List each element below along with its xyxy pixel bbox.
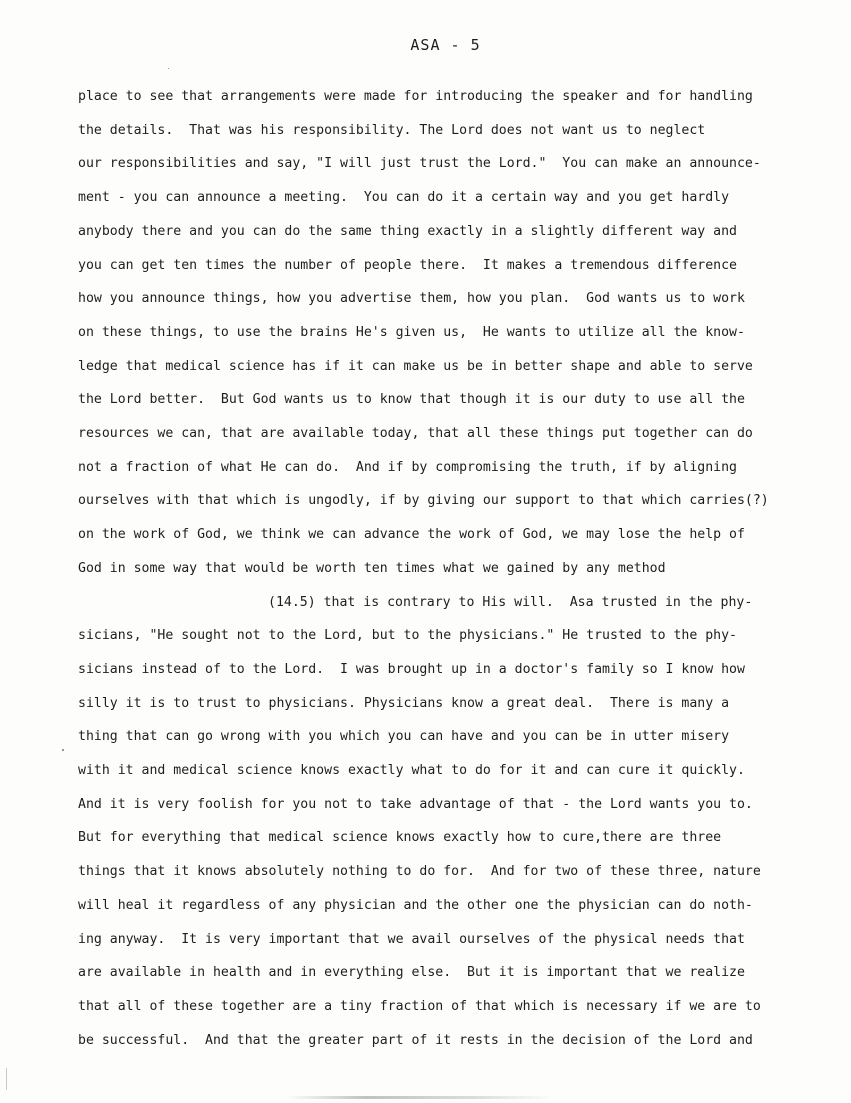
- text-line: are available in health and in everything else. But it is important that we realize: [78, 965, 745, 981]
- page-header: ASA - 5: [410, 36, 481, 54]
- text-line: And it is very foolish for you not to take advantage of that - the Lord wants you to.: [78, 796, 753, 812]
- text-line: sicians instead of to the Lord. I was brought up in a doctor's family so I know how: [78, 661, 745, 677]
- text-line: (14.5) that is contrary to His will. Asa trusted in the phy-: [268, 594, 753, 610]
- text-line: the details. That was his responsibility. The Lord does not want us to neglect: [78, 122, 706, 138]
- text-line: anybody there and you can do the same thing exactly in a slightly different way and: [78, 223, 737, 239]
- text-line: you can get ten times the number of people there. It makes a tremendous difference: [78, 257, 737, 273]
- text-line: how you announce things, how you advertise them, how you plan. God wants us to work: [78, 291, 745, 307]
- scan-bottom-smudge: [285, 1096, 555, 1099]
- text-line: not a fraction of what He can do. And if by compromising the truth, if by aligning: [78, 459, 737, 475]
- text-line: resources we can, that are available today, that all these things put together can do: [78, 426, 753, 441]
- text-line: things that it knows absolutely nothing to do for. And for two of these three, nature: [78, 864, 761, 880]
- text-line: place to see that arrangements were made for introducing the speaker and for handling: [78, 89, 753, 104]
- scan-margin-mark: [6, 1068, 7, 1090]
- scan-speck: [62, 749, 64, 751]
- text-line: ing anyway. It is very important that we avail ourselves of the physical needs that: [78, 931, 745, 947]
- text-line: on these things, to use the brains He's given us, He wants to utilize all the know-: [78, 324, 745, 340]
- text-line: God in some way that would be worth ten times what we gained by any method: [78, 560, 666, 576]
- text-line: that all of these together are a tiny fraction of that which is necessary if we are to: [78, 998, 761, 1014]
- text-line: ment - you can announce a meeting. You can do it a certain way and you get hardly: [78, 190, 730, 206]
- text-line: our responsibilities and say, "I will just trust the Lord." You can make an announce-: [78, 156, 761, 172]
- text-line: the Lord better. But God wants us to know that though it is our duty to use all the: [78, 392, 745, 408]
- text-line: silly it is to trust to physicians. Physicians know a great deal. There is many a: [78, 695, 730, 711]
- text-line: on the work of God, we think we can advance the work of God, we may lose the help of: [78, 527, 745, 543]
- text-line: with it and medical science knows exactly what to do for it and can cure it quickly.: [78, 763, 745, 778]
- text-line: sicians, "He sought not to the Lord, but to the physicians." He trusted to the phy-: [78, 628, 737, 644]
- text-line: ourselves with that which is ungodly, if by giving our support to that which carries(?): [78, 493, 769, 509]
- scan-speck: [168, 68, 169, 69]
- text-line: thing that can go wrong with you which you can have and you can be in utter misery: [78, 729, 730, 745]
- text-line: ledge that medical science has if it can make us be in better shape and able to serve: [78, 358, 753, 374]
- text-line: be successful. And that the greater part of it rests in the decision of the Lord and: [78, 1032, 753, 1048]
- text-line: will heal it regardless of any physician and the other one the physician can do noth-: [78, 897, 753, 913]
- text-line: But for everything that medical science knows exactly how to cure,there are three: [78, 830, 722, 846]
